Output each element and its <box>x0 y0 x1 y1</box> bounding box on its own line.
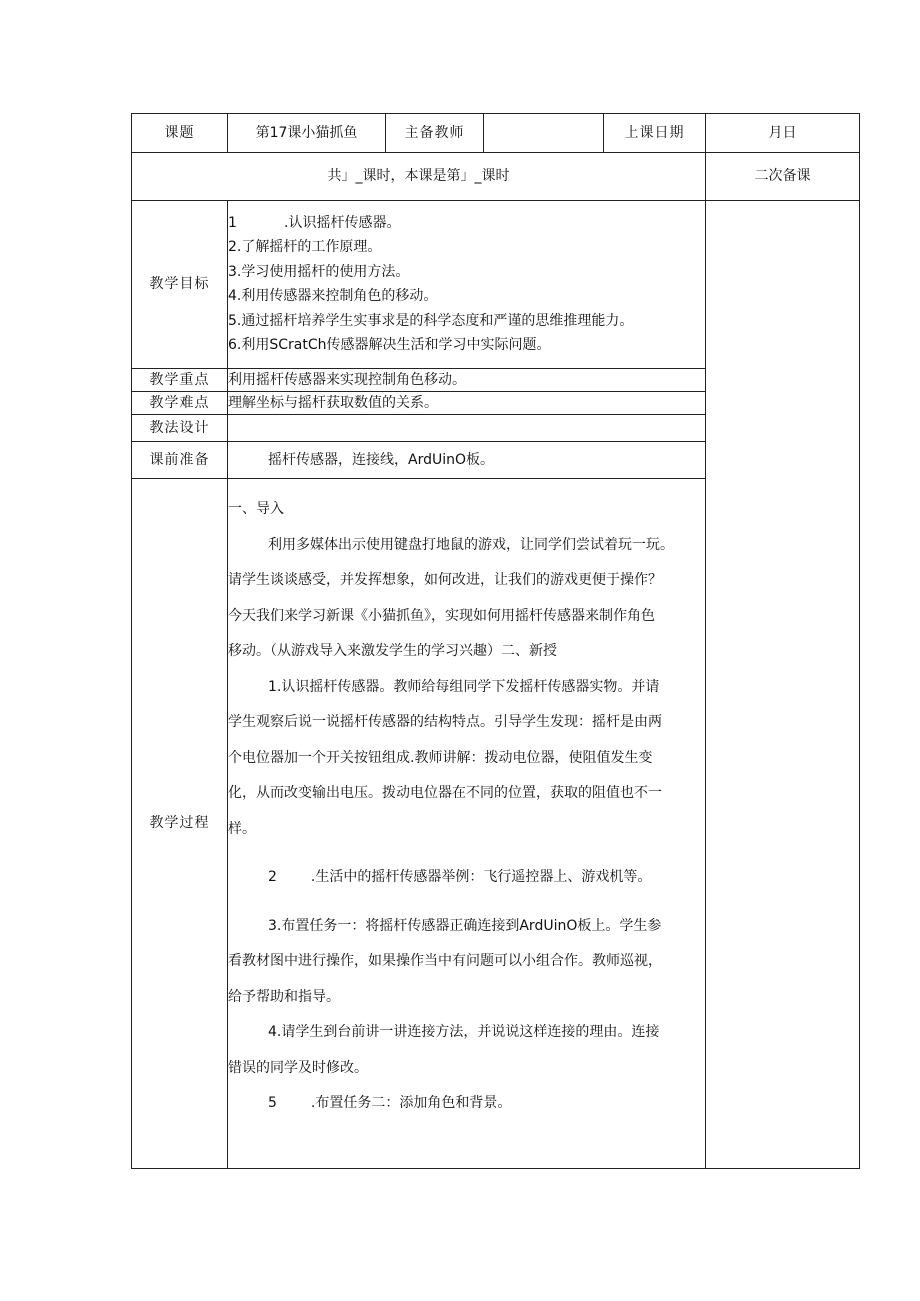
header-row <box>132 114 860 153</box>
preparation-label: 课前准备 <box>132 442 228 479</box>
objective-item: 5 .通过摇杆培养学生实事求是的科学态度和严谨的思维推理能力。 <box>228 312 634 329</box>
process-line: 错误的同学及时修改。 <box>228 1059 368 1076</box>
difficulty-label: 教学难点 <box>132 392 228 415</box>
process-line: 利用多媒体出示使用键盘打地鼠的游戏，让同学们尝试着玩一玩。 <box>268 536 674 553</box>
objective-item: 4 .利用传感器来控制角色的移动。 <box>228 288 438 305</box>
process-line: 移动。（从游戏导入来激发学生的学习兴趣）二、新授 <box>228 643 557 659</box>
process-line: 学生观察后说一说摇杆传感器的结构特点。引导学生发现：摇杆是由两 <box>228 714 662 730</box>
key-point-value: 利用摇杆传感器来实现控制角色移动。 <box>228 369 706 392</box>
objective-item: 6 .利用SCratCh传感器解决生活和学习中实际问题。 <box>228 337 551 354</box>
process-content <box>228 479 706 1169</box>
process-line: 1.认识摇杆传感器。教师给每组同学下发摇杆传感器实物。并请 <box>268 678 660 695</box>
preparation-value: 摇杆传感器，连接线，ArdUinO板。 <box>228 442 706 479</box>
teacher-value <box>484 114 604 153</box>
topic-value: 第17课小猫抓鱼 <box>228 114 386 153</box>
process-line: 4.请学生到台前讲一讲连接方法，并说说这样连接的理由。连接 <box>268 1024 660 1040</box>
topic-label: 课题 <box>132 114 228 153</box>
objectives-row <box>132 201 860 369</box>
process-line: 今天我们来学习新课《小猫抓鱼》，实现如何用摇杆传感器来制作角色 <box>228 607 655 624</box>
second-prep-column <box>706 201 860 1169</box>
process-line: 3.布置任务一：将摇杆传感器正确连接到ArdUinO板上。学生参 <box>268 917 662 934</box>
date-value: 月日 <box>706 114 860 153</box>
second-prep-label: 二次备课 <box>706 153 860 201</box>
key-point-label: 教学重点 <box>132 369 228 392</box>
teacher-label: 主备教师 <box>386 114 484 153</box>
objectives-list <box>228 201 706 369</box>
process-line: 化，从而改变输出电压。拨动电位器在不同的位置，获取的阻值也不一 <box>228 785 662 801</box>
process-line: 5 .布置任务二：添加角色和背景。 <box>268 1095 512 1111</box>
process-line: 2 .生活中的摇杆传感器举例：飞行遥控器上、游戏机等。 <box>268 869 652 885</box>
date-label: 上课日期 <box>604 114 706 153</box>
objective-item: 3 .学习使用摇杆的使用方法。 <box>228 263 410 280</box>
process-line: 样。 <box>228 820 256 837</box>
difficulty-value: 理解坐标与摇杆获取数值的关系。 <box>228 392 706 415</box>
lesson-plan-table <box>131 113 860 1169</box>
objective-item: 1 .认识摇杆传感器。 <box>228 214 401 231</box>
process-line: 给予帮助和指导。 <box>228 988 340 1005</box>
period-row <box>132 153 860 201</box>
process-label: 教学过程 <box>132 479 228 1169</box>
process-line: 请学生谈谈感受，并发挥想象，如何改进，让我们的游戏更便于操作？ <box>228 572 662 588</box>
process-line: 个电位器加一个开关按钮组成.教师讲解：拨动电位器，使阻值发生变 <box>228 749 653 766</box>
period-text: 共」_课时，本课是第」_课时 <box>132 153 706 201</box>
objectives-label: 教学目标 <box>132 201 228 369</box>
process-line: 一、导入 <box>228 501 284 517</box>
method-label: 教法设计 <box>132 415 228 442</box>
method-value <box>228 415 706 442</box>
process-line: 看教材图中进行操作，如果操作当中有问题可以小组合作。教师巡视， <box>228 953 662 969</box>
objective-item: 2 .了解摇杆的工作原理。 <box>228 239 382 256</box>
